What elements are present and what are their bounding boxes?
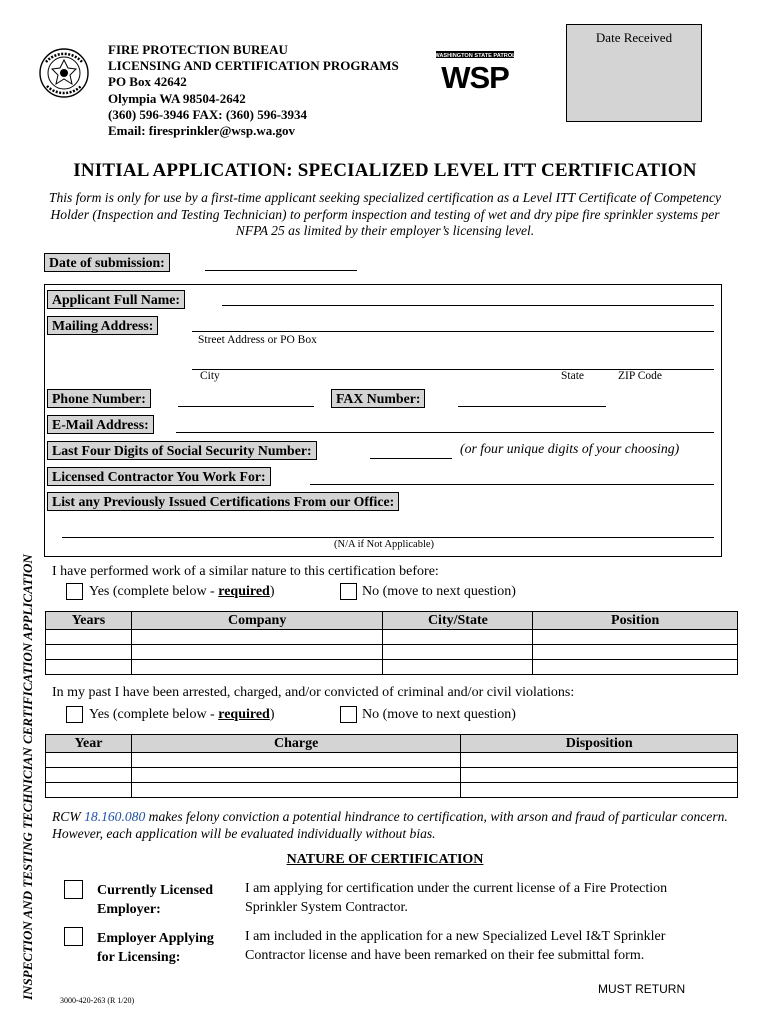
fax-label: FAX Number: — [331, 389, 425, 408]
rcw-note: RCW 18.160.080 makes felony conviction a potential hindrance to certification, with arson and fraud of particular concern. However, each application will be evaluated individually without bias. — [52, 809, 728, 841]
contractor-field[interactable] — [310, 484, 714, 485]
table-cell[interactable] — [131, 645, 383, 660]
table-cell[interactable] — [533, 630, 738, 645]
state-caption: State — [561, 370, 584, 382]
table-cell[interactable] — [46, 645, 132, 660]
mailing-address-label: Mailing Address: — [47, 316, 158, 335]
table-cell[interactable] — [131, 783, 460, 798]
table-cell[interactable] — [533, 660, 738, 675]
table-cell[interactable] — [383, 630, 533, 645]
currently-licensed-checkbox[interactable] — [64, 880, 83, 899]
rcw-link[interactable]: 18.160.080 — [84, 809, 146, 824]
table-cell[interactable] — [131, 660, 383, 675]
col-charge: Charge — [131, 735, 460, 753]
form-number: 3000-420-263 (R 1/20) — [60, 996, 135, 1005]
employer-applying-checkbox[interactable] — [64, 927, 83, 946]
side-label: INSPECTION AND TESTING TECHNICIAN CERTIFICATION APPLICATION — [20, 554, 35, 1000]
ssn-label: Last Four Digits of Social Security Number: — [47, 441, 317, 460]
table-cell[interactable] — [46, 753, 132, 768]
wsp-logo-letters: WSP — [441, 60, 509, 90]
employer-applying-label: Employer Applying for Licensing: — [97, 931, 214, 965]
applicant-name-label: Applicant Full Name: — [47, 290, 185, 309]
table-cell[interactable] — [383, 645, 533, 660]
fire-bureau-seal-icon — [38, 44, 90, 102]
zip-caption: ZIP Code — [618, 370, 662, 382]
date-received-box — [566, 24, 702, 122]
bureau-address-block — [108, 42, 399, 139]
city-caption: City — [200, 370, 220, 382]
table-cell[interactable] — [46, 768, 132, 783]
intro-text: This form is only for use by a first-time applicant seeking specialized certification as a Level ITT Certificate of Competency Holder (Inspection and Testing Technician) to perform inspection and testing of wet and dry pipe fire sprinkler systems per NFPA 25 as limited by their employer’s licensing level. — [48, 190, 722, 238]
fax-field[interactable] — [458, 406, 606, 407]
nature-heading: NATURE OF CERTIFICATION — [286, 852, 484, 867]
table-cell[interactable] — [46, 783, 132, 798]
employer-applying-desc: I am included in the application for a new Specialized Level I&T Sprinkler Contractor license and have been remarked on their fee submittal form. — [245, 929, 666, 963]
table-cell[interactable] — [131, 768, 460, 783]
street-caption: Street Address or PO Box — [198, 334, 317, 346]
table-cell[interactable] — [46, 630, 132, 645]
page-title: INITIAL APPLICATION: SPECIALIZED LEVEL ITT CERTIFICATION — [73, 160, 697, 181]
col-year: Year — [46, 735, 132, 753]
table-cell[interactable] — [131, 630, 383, 645]
criminal-history-table — [45, 734, 738, 798]
work-no-checkbox[interactable] — [340, 583, 357, 600]
col-city-state: City/State — [383, 612, 533, 630]
date-of-submission-field[interactable] — [205, 270, 357, 271]
applicant-name-field[interactable] — [222, 305, 714, 306]
work-yes-label: Yes (complete below - required) — [89, 584, 275, 599]
date-of-submission-label: Date of submission: — [44, 253, 170, 272]
table-row — [46, 783, 738, 798]
table-cell[interactable] — [533, 645, 738, 660]
col-company: Company — [131, 612, 383, 630]
col-position: Position — [533, 612, 738, 630]
po-box: PO Box 42642 — [108, 74, 187, 90]
email-field[interactable] — [176, 432, 714, 433]
table-cell[interactable] — [461, 783, 738, 798]
email-line: Email: firesprinkler@wsp.wa.gov — [108, 123, 295, 139]
ssn-field[interactable] — [370, 458, 452, 459]
criminal-no-label: No (move to next question) — [362, 707, 516, 722]
criminal-required-text: required — [218, 707, 270, 722]
col-years: Years — [46, 612, 132, 630]
currently-licensed-label: Currently Licensed Employer: — [97, 883, 214, 917]
previous-certs-label: List any Previously Issued Certifications From our Office: — [47, 492, 399, 511]
table-cell[interactable] — [46, 660, 132, 675]
currently-licensed-desc: I am applying for certification under the current license of a Fire Protection Sprinkler System Contractor. — [245, 881, 668, 915]
work-question: I have performed work of a similar nature to this certification before: — [52, 564, 439, 579]
na-note: (N/A if Not Applicable) — [334, 539, 435, 550]
must-return-note: MUST RETURN — [598, 982, 686, 996]
work-required-text: required — [218, 584, 270, 599]
table-cell[interactable] — [131, 753, 460, 768]
phone-fax: (360) 596-3946 FAX: (360) 596-3934 — [108, 106, 308, 122]
city-zip: Olympia WA 98504-2642 — [108, 90, 246, 106]
criminal-yes-label: Yes (complete below - required) — [89, 707, 275, 722]
criminal-no-checkbox[interactable] — [340, 706, 357, 723]
col-disposition: Disposition — [461, 735, 738, 753]
wsp-logo — [436, 48, 514, 90]
table-row — [46, 753, 738, 768]
table-row — [46, 645, 738, 660]
wsp-logo-caption: WASHINGTON STATE PATROL — [436, 52, 514, 59]
work-history-table — [45, 611, 738, 675]
phone-field[interactable] — [178, 406, 314, 407]
work-yes-checkbox[interactable] — [66, 583, 83, 600]
previous-certs-field[interactable] — [62, 537, 714, 538]
criminal-question: In my past I have been arrested, charged, and/or convicted of criminal and/or civil violations: — [52, 685, 575, 700]
table-cell[interactable] — [461, 753, 738, 768]
street-address-field[interactable] — [192, 331, 714, 332]
criminal-yes-checkbox[interactable] — [66, 706, 83, 723]
contractor-label: Licensed Contractor You Work For: — [47, 467, 271, 486]
table-cell[interactable] — [461, 768, 738, 783]
program-name: LICENSING AND CERTIFICATION PROGRAMS — [108, 58, 399, 74]
table-row — [46, 768, 738, 783]
date-received-label: Date Received — [595, 30, 673, 45]
phone-label: Phone Number: — [47, 389, 151, 408]
bureau-name: FIRE PROTECTION BUREAU — [108, 42, 288, 57]
email-label: E-Mail Address: — [47, 415, 154, 434]
table-cell[interactable] — [383, 660, 533, 675]
ssn-note: (or four unique digits of your choosing) — [460, 441, 680, 456]
table-row — [46, 630, 738, 645]
table-row — [46, 660, 738, 675]
work-no-label: No (move to next question) — [362, 584, 516, 599]
